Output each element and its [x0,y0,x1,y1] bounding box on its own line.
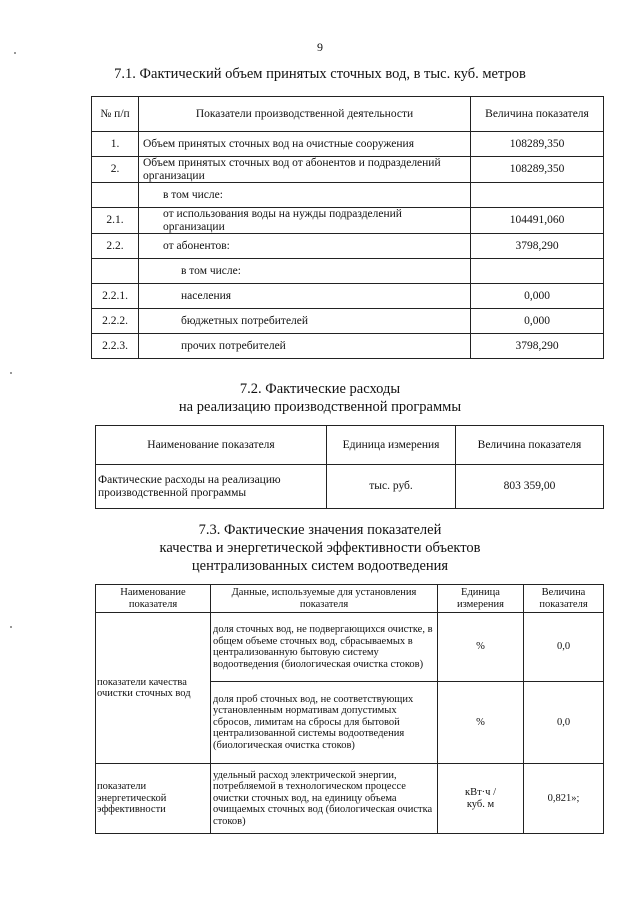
row-num: 1. [92,132,139,157]
table-row [92,284,604,309]
section-2-title-line-1: 7.2. Фактические расходы [239,381,401,397]
table-row [96,764,604,834]
header-indicator: Показатели производственной деятельности [139,97,471,132]
header-value: Величина показателя [471,97,604,132]
section-1-title: 7.1. Фактический объем принятых сточных вод, в тыс. куб. метров [114,66,526,82]
row-value: 803 359,00 [456,465,604,509]
row-value: 108289,350 [471,132,604,157]
table-header-row [96,426,604,465]
row-unit: кВт·ч / куб. м [438,764,524,834]
row-num: 2.2. [92,234,139,259]
header-name: Наименование показателя [96,426,327,465]
row-num: 2.1. [92,208,139,234]
row-data: доля проб сточных вод, не соответствующих установленным нормативам допустимых сбросов, лимитам на сбросы для бытовой централизованной системы водоотведения (биологическая очистка стоков) [211,682,438,764]
row-label: населения [139,284,471,309]
row-value: 108289,350 [471,157,604,183]
row-value [471,183,604,208]
row-label: от абонентов: [139,234,471,259]
quality-efficiency-table [95,584,604,834]
table-row [92,234,604,259]
row-unit: % [438,613,524,682]
row-unit: % [438,682,524,764]
scan-speck [14,52,16,54]
row-value: 3798,290 [471,234,604,259]
table-row [92,183,604,208]
table-header-row [96,585,604,613]
page-number: 9 [317,40,323,54]
row-data: доля сточных вод, не подвергающихся очистке, в общем объеме сточных вод, сбрасываемых в централизованную бытовую систему водоотведения (биологическая очистка стоков) [211,613,438,682]
table-row [92,157,604,183]
row-num: 2.2.2. [92,309,139,334]
row-value: 0,0 [524,682,604,764]
row-label: бюджетных потребителей [139,309,471,334]
row-num [92,183,139,208]
row-num: 2. [92,157,139,183]
row-unit: тыс. руб. [327,465,456,509]
row-value: 3798,290 [471,334,604,359]
row-label: в том числе: [139,183,471,208]
table-row [92,259,604,284]
table-row [92,208,604,234]
row-label: Объем принятых сточных вод на очистные сооружения [139,132,471,157]
header-data: Данные, используемые для установления показателя [211,585,438,613]
row-num: 2.2.3. [92,334,139,359]
row-label: прочих потребителей [139,334,471,359]
accepted-wastewater-table [91,96,604,359]
row-label: Объем принятых сточных вод от абонентов и подразделений организации [139,157,471,183]
header-unit: Единица измерения [438,585,524,613]
row-num: 2.2.1. [92,284,139,309]
scan-speck [10,626,12,628]
scan-speck [10,372,12,374]
row-num [92,259,139,284]
header-value: Величина показателя [524,585,604,613]
section-3-title-line-2: качества и энергетической эффективности объектов [159,540,481,556]
row-value: 0,821»; [524,764,604,834]
header-name: Наименование показателя [96,585,211,613]
table-row [96,465,604,509]
row-data: удельный расход электрической энергии, потребляемой в технологическом процессе очистки сточных вод, на единицу объема очищаемых сточных вод (биологическая очистка стоков) [211,764,438,834]
table-row [92,132,604,157]
table-row [92,309,604,334]
section-2-title-line-2: на реализацию производственной программы [178,399,462,415]
production-costs-table [95,425,604,509]
header-unit: Единица измерения [327,426,456,465]
row-value: 0,000 [471,284,604,309]
table-row [96,613,604,682]
row-value: 0,0 [524,613,604,682]
header-num: № п/п [92,97,139,132]
header-value: Величина показателя [456,426,604,465]
row-value: 0,000 [471,309,604,334]
section-3-title-line-1: 7.3. Фактические значения показателей [198,522,442,538]
row-value: 104491,060 [471,208,604,234]
table-row [92,334,604,359]
section-3-title-line-3: централизованных систем водоотведения [191,558,449,574]
row-name: Фактические расходы на реализацию производственной программы [96,465,327,509]
row-label: в том числе: [139,259,471,284]
row-label: от использования воды на нужды подразделений организации [139,208,471,234]
row-value [471,259,604,284]
group-energy-name: показатели энергетической эффективности [96,764,211,834]
table-header-row [92,97,604,132]
group-quality-name: показатели качества очистки сточных вод [96,613,211,764]
